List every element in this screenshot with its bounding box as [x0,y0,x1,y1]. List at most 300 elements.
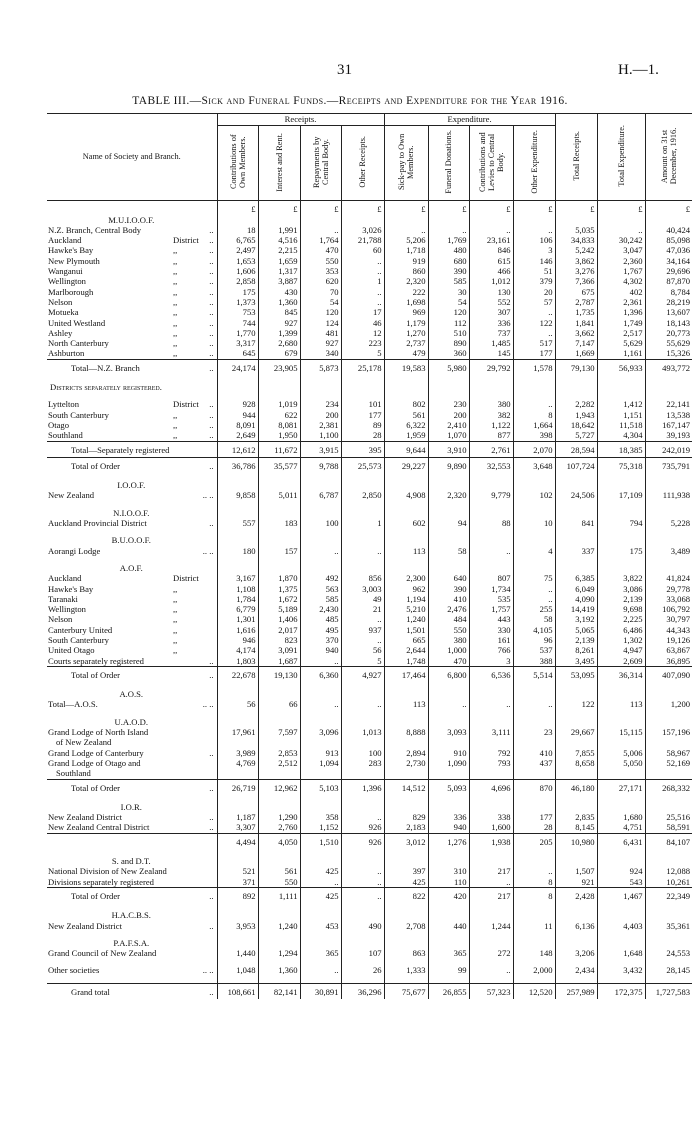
cell-value: 395 [341,441,384,457]
cell-value: 180 [217,546,258,556]
table-row [47,584,692,594]
cell-value: 340 [300,348,341,359]
spacer-cell [513,938,555,948]
cell-value: 2,361 [597,297,645,307]
cell-value: 5,006 [597,748,645,758]
unit-symbol: £ [645,201,692,215]
cell-value: 217 [469,887,513,903]
spacer-cell [555,717,597,727]
spacer-cell [645,768,692,779]
spacer-cell [341,938,384,948]
cell-value: 543 [597,877,645,888]
spacer-cell [300,717,341,727]
cell-value: 230 [428,399,469,409]
leader-dots [188,625,217,635]
cell-value: 841 [555,518,597,528]
table-row [47,307,692,317]
receipts-group-header: Receipts. [217,114,384,126]
spacer-cell [217,856,258,866]
cell-value: 4,908 [384,490,428,500]
cell-value: 8,081 [258,420,300,430]
unit-symbol: £ [513,201,555,215]
cell-value: 3,432 [597,965,645,975]
spacer-row [47,849,692,856]
spacer-cell [341,535,384,545]
spacer-cell [300,392,341,399]
section-heading-row [47,689,692,699]
cell-value: 310 [428,866,469,876]
spacer-cell [645,910,692,920]
cell-value: 1,748 [384,656,428,667]
cell-value: 30 [428,287,469,297]
cell-value: 1,070 [428,430,469,441]
cell-value: 177 [513,812,555,822]
cell-value: 479 [384,348,428,359]
cell-value: 766 [469,645,513,655]
cell-value: 1,048 [217,965,258,975]
cell-value: 1,012 [469,276,513,286]
cell-value: 807 [469,573,513,583]
spacer-cell [428,795,469,802]
cell-value: .. [428,225,469,235]
cell-value: 21 [341,604,384,614]
cell-value: 870 [513,779,555,795]
cell-value: 480 [428,245,469,255]
cell-value: 17,464 [384,666,428,682]
table-row [47,625,692,635]
cell-value: 1,735 [555,307,597,317]
cell-value: 29,778 [645,584,692,594]
district-label: ,, [173,430,178,441]
cell-value: 2,476 [428,604,469,614]
cell-value: 3 [469,656,513,667]
cell-value: 6,322 [384,420,428,430]
spacer-cell [469,802,513,812]
cell-value: 927 [258,318,300,328]
cell-value: 2,708 [384,921,428,931]
spacer-cell [300,802,341,812]
cell-value: 1,412 [597,399,645,409]
spacer-cell [300,795,341,802]
spacer-cell [384,528,428,535]
spacer [47,795,217,802]
district-label: ,, [173,245,178,256]
cell-value: 1,276 [428,833,469,849]
branch-name: Other societies [48,965,100,976]
spacer-cell [597,976,645,984]
spacer-cell [300,215,341,225]
branch-name: Hawke's Bay [48,583,94,594]
cell-value: .. [341,287,384,297]
cell-value: 1,294 [258,948,300,958]
cell-value: 1,406 [258,614,300,624]
table-row [47,430,692,441]
spacer-cell [341,563,384,573]
spacer-cell [513,903,555,910]
spacer-cell [300,976,341,984]
cell-value: 8,888 [384,727,428,737]
cell-value: 829 [384,812,428,822]
spacer-cell [428,215,469,225]
cell-value: 1,179 [384,318,428,328]
branch-name: Hawke's Bay [48,245,94,256]
cell-value: 1,501 [384,625,428,635]
spacer-cell [555,768,597,779]
spacer-cell [384,215,428,225]
branch-name: Total—N.Z. Branch [47,359,188,375]
spacer-cell [469,710,513,717]
cell-value: 106,792 [645,604,692,614]
cell-value: 358 [300,812,341,822]
spacer-cell [469,717,513,727]
cell-value: 927 [300,338,341,348]
spacer-cell [428,501,469,508]
spacer-cell [217,976,258,984]
cell-value: .. [341,877,384,888]
cell-value: 33,068 [645,594,692,604]
cell-value: 175 [217,287,258,297]
cell-value: 46,180 [555,779,597,795]
spacer-cell [469,682,513,689]
spacer-cell [555,215,597,225]
cell-value: 234 [300,399,341,409]
cell-value: .. [300,877,341,888]
cell-value: 946 [217,635,258,645]
cell-value: 146 [513,256,555,266]
spacer [47,375,217,382]
spacer-cell [645,501,692,508]
table-row [47,338,692,348]
cell-value: 9,779 [469,490,513,500]
cell-value: 2,644 [384,645,428,655]
cell-value: .. [469,546,513,556]
cell-value: 420 [428,887,469,903]
cell-value: 860 [384,266,428,276]
cell-value: .. [513,699,555,709]
cell-value: 2,320 [428,490,469,500]
column-header: Other Expenditure. [513,126,555,201]
cell-value: 10,261 [645,877,692,888]
spacer-cell [555,508,597,518]
spacer-cell [258,535,300,545]
unit-symbol: £ [597,201,645,215]
cell-value: 30,891 [300,983,341,999]
cell-value: 107,724 [555,457,597,473]
cell-value: 52,169 [645,758,692,768]
cell-value: 1,360 [258,297,300,307]
table-row [47,604,692,614]
cell-value: 88 [469,518,513,528]
cell-value: 40,424 [645,225,692,235]
table-row [47,318,692,328]
cell-value: 1,659 [258,256,300,266]
spacer-cell [428,931,469,938]
cell-value: 56 [217,699,258,709]
cell-value: 1,467 [597,887,645,903]
spacer-cell [555,710,597,717]
spacer-cell [341,480,384,490]
spacer-cell [258,931,300,938]
spacer-cell [300,910,341,920]
spacer-cell [384,563,428,573]
spacer-cell [384,717,428,727]
table-row [47,266,692,276]
leader-dots: .. [209,235,214,246]
cell-value: 4,403 [597,921,645,931]
cell-value: 490 [341,921,384,931]
cell-value: 466 [469,266,513,276]
cell-value: 75,677 [384,983,428,999]
cell-value: 4,090 [555,594,597,604]
total-row [47,779,692,795]
unit-symbol: £ [300,201,341,215]
cell-value: 388 [513,656,555,667]
table-row [47,348,692,359]
cell-value: 14,419 [555,604,597,614]
cell-value: 9,644 [384,441,428,457]
spacer-cell [597,480,645,490]
branch-name: Lyttelton [48,399,80,410]
cell-value: 4,769 [217,758,258,768]
total-row [47,359,692,375]
cell-value: 940 [300,645,341,655]
district-label: ,, [173,327,178,338]
cell-value: 5,727 [555,430,597,441]
spacer-cell [300,737,341,747]
branch-name: New Zealand [48,490,95,501]
leader-dots: .. [209,296,214,307]
table-row [47,965,692,975]
cell-value: 2,017 [258,625,300,635]
spacer-cell [300,849,341,856]
cell-value: 793 [469,758,513,768]
cell-value: 1,013 [341,727,384,737]
cell-value: 34,164 [645,256,692,266]
spacer-cell [258,856,300,866]
spacer-row [47,931,692,938]
column-header: Contributions and Levies to Central Body. [469,126,513,201]
leader-dots: .. .. [202,699,214,710]
cell-value: 3,317 [217,338,258,348]
cell-value: 120 [300,307,341,317]
cell-value: 585 [428,276,469,286]
spacer-cell [555,473,597,480]
cell-value: 365 [300,948,341,958]
cell-value: 1,270 [384,328,428,338]
cell-value: 5,228 [645,518,692,528]
cell-value: 22,678 [217,666,258,682]
spacer-cell [258,910,300,920]
table-row [47,410,692,420]
cell-value: .. [341,297,384,307]
cell-value: 3,047 [597,245,645,255]
table-row [47,256,692,266]
spacer-cell [513,682,555,689]
spacer-row [47,392,692,399]
cell-value: 113 [384,546,428,556]
cell-value: 410 [428,594,469,604]
district-label: ,, [173,317,178,328]
cell-value: 3,495 [555,656,597,667]
branch-name: Total of Order [47,887,188,903]
cell-value: 1,161 [597,348,645,359]
cell-value: 1,938 [469,833,513,849]
section-heading-row [47,717,692,727]
cell-value: 29,696 [645,266,692,276]
spacer-cell [258,849,300,856]
cell-value: 18 [217,225,258,235]
spacer-cell [428,802,469,812]
branch-name: Taranaki [48,593,78,604]
total-row [47,833,692,849]
table-row [47,699,692,709]
cell-value: 1,333 [384,965,428,975]
cell-value: 2,858 [217,276,258,286]
branch-name-continued: of New Zealand [56,737,112,748]
section-heading: Districts separately registered. [50,382,162,393]
district-label: ,, [173,419,178,430]
spacer-cell [428,768,469,779]
spacer-cell [341,375,384,382]
spacer-cell [469,976,513,984]
cell-value: 2,894 [384,748,428,758]
cell-value: 665 [384,635,428,645]
cell-value: 2,070 [513,441,555,457]
spacer-cell [469,535,513,545]
spacer-cell [645,215,692,225]
cell-value: 34,833 [555,235,597,245]
branch-name: Courts separately registered [48,655,144,666]
cell-value: 79,130 [555,359,597,375]
cell-value: 13,607 [645,307,692,317]
cell-value: 148 [513,948,555,958]
leader-dots [188,877,217,888]
cell-value: 22,141 [645,399,692,409]
cell-value: 5,065 [555,625,597,635]
spacer-cell [645,802,692,812]
spacer [47,392,217,399]
cell-value: 54 [300,297,341,307]
section-heading: U.A.O.D. [114,716,148,727]
cell-value: 41,824 [645,573,692,583]
cell-value: 6,049 [555,584,597,594]
cell-value: 2,215 [258,245,300,255]
cell-value: 1,653 [217,256,258,266]
cell-value: 3,206 [555,948,597,958]
cell-value: 1,672 [258,594,300,604]
cell-value: 4,105 [513,625,555,635]
cell-value: 200 [300,410,341,420]
cell-value: 3,989 [217,748,258,758]
cell-value: 2,410 [428,420,469,430]
cell-value: 17,109 [597,490,645,500]
spacer-cell [428,689,469,699]
cell-value: 161 [469,635,513,645]
branch-name: South Canterbury [48,409,109,420]
spacer-cell [513,689,555,699]
cell-value: 921 [555,877,597,888]
cell-value: 25,516 [645,812,692,822]
spacer-row [47,976,692,984]
cell-value: 944 [217,410,258,420]
spacer-cell [513,556,555,563]
cell-value: 8 [513,877,555,888]
cell-value: 7,147 [555,338,597,348]
spacer-cell [428,958,469,965]
cell-value: 58,591 [645,822,692,833]
cell-value: 223 [341,338,384,348]
spacer-cell [469,501,513,508]
cell-value: 177 [341,410,384,420]
spacer-cell [258,215,300,225]
spacer-cell [645,682,692,689]
cell-value: 112 [428,318,469,328]
district-label: District [173,235,199,246]
spacer-cell [597,931,645,938]
cell-value: 470 [428,656,469,667]
cell-value: 24,553 [645,948,692,958]
cell-value: 493,772 [645,359,692,375]
leader-dots [188,727,217,737]
branch-name: Motueka [48,307,79,318]
cell-value: 1,578 [513,359,555,375]
cell-value: 1,841 [555,318,597,328]
cell-value: 17 [341,307,384,317]
leader-dots: .. [188,779,217,795]
section-heading-row [47,382,692,392]
table-row [47,877,692,888]
spacer-cell [300,563,341,573]
leader-dots: .. [188,359,217,375]
cell-value: 6,779 [217,604,258,614]
branch-name: New Zealand Central District [48,822,150,833]
spacer-cell [300,508,341,518]
spacer-cell [258,473,300,480]
spacer-cell [428,535,469,545]
cell-value: 1 [341,276,384,286]
cell-value: 537 [513,645,555,655]
cell-value: 6,800 [428,666,469,682]
column-header: Contributions of Own Members. [217,126,258,201]
table-row [47,518,692,528]
spacer-cell [597,938,645,948]
spacer-cell [555,849,597,856]
cell-value: 1,727,583 [645,983,692,999]
spacer-cell [597,375,645,382]
cell-value: 2,761 [469,441,513,457]
spacer-cell [428,480,469,490]
cell-value: 36,314 [597,666,645,682]
spacer-row [47,682,692,689]
spacer-cell [217,501,258,508]
spacer-cell [384,556,428,563]
leader-dots: .. [209,409,214,420]
spacer [47,473,217,480]
cell-value: 11,518 [597,420,645,430]
branch-name: Nelson [48,296,73,307]
spacer-cell [217,382,258,392]
spacer-cell [384,768,428,779]
spacer-cell [469,473,513,480]
cell-value: 20 [513,287,555,297]
spacer-cell [258,392,300,399]
branch-name: Aorangi Lodge [48,545,101,556]
cell-value: 1,687 [258,656,300,667]
cell-value: .. [513,584,555,594]
cell-value: 2,360 [597,256,645,266]
spacer-cell [597,382,645,392]
spacer-cell [258,501,300,508]
